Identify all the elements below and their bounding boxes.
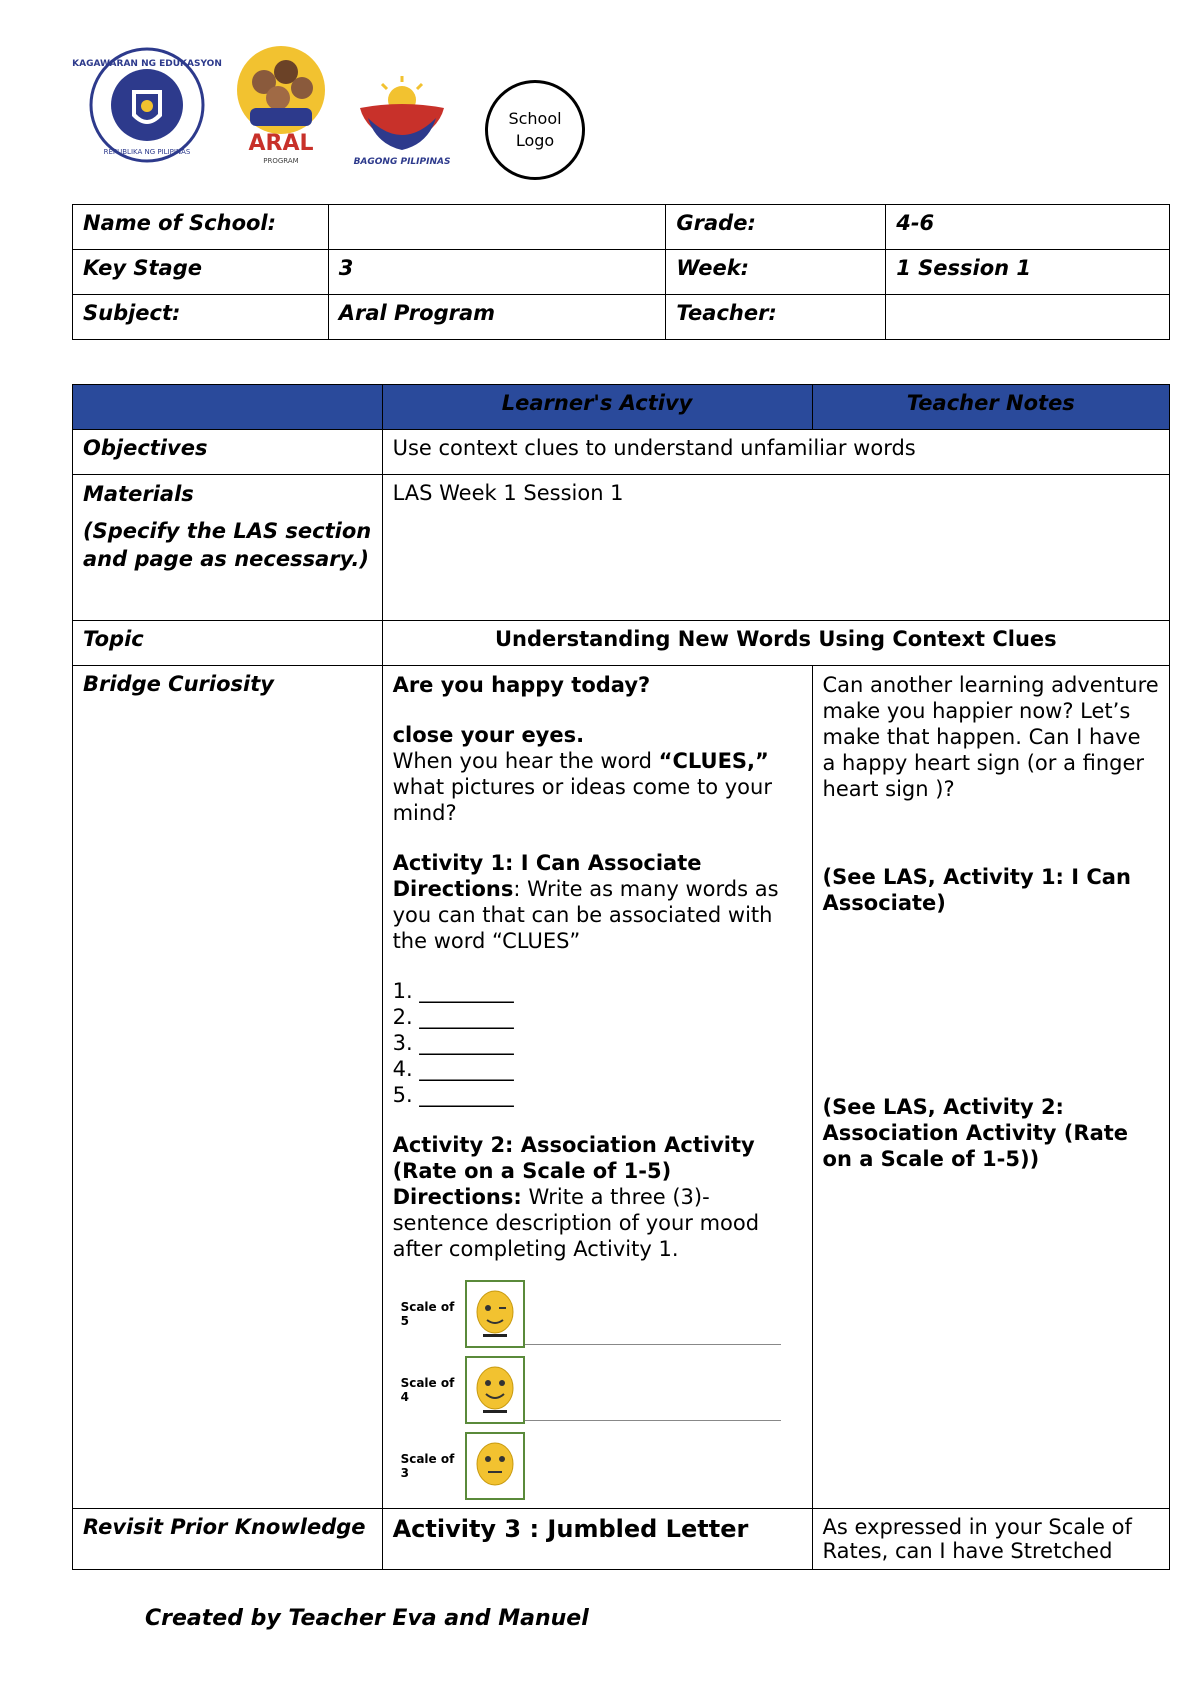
deped-bottom-text: REPUBLIKA NG PILIPINAS [103, 148, 191, 156]
see-las-activity2: (See LAS, Activity 2: Association Activity (Rate on a Scale of 1-5)) [822, 1095, 1129, 1171]
activity2-title: Activity 2: Association Activity (Rate on a Scale of 1-5) [392, 1133, 755, 1183]
answer-line [525, 1284, 781, 1345]
activity1-directions: Directions: Write as many words as you can that can be associated with the word “CLUES” [392, 877, 779, 953]
materials-label: Materials [83, 482, 194, 506]
header-blank-cell [73, 385, 383, 430]
activity1-title: Activity 1: I Can Associate [392, 851, 702, 875]
hear-word-text: When you hear the word “CLUES,” what pictures or ideas come to your mind? [392, 749, 772, 825]
bagong-pilipinas-logo-icon [342, 72, 462, 168]
neutral-face-icon [465, 1432, 525, 1500]
deped-ring-text: KAGAWARAN NG EDUKASYON [72, 59, 222, 69]
materials-label-cell [73, 475, 383, 621]
scale-row [393, 1278, 802, 1350]
blank-item: 1. _________ [392, 979, 514, 1003]
bridge-learner-cell [382, 666, 812, 1509]
winking-face-icon [465, 1280, 525, 1348]
materials-value: LAS Week 1 Session 1 [382, 475, 1169, 621]
aral-logo-icon [226, 42, 336, 166]
close-eyes-text: close your eyes. [392, 723, 585, 747]
header-learners-activity: Learner's Activy [382, 385, 812, 430]
bagong-text: BAGONG PILIPINAS [353, 157, 451, 167]
name-of-school-value [328, 205, 666, 250]
smiling-face-icon [465, 1356, 525, 1424]
scale-label: Scale of 3 [400, 1452, 455, 1480]
bridge-curiosity-label: Bridge Curiosity [73, 666, 383, 1509]
scale-label: Scale of 4 [400, 1376, 455, 1404]
teacher-label: Teacher: [666, 295, 886, 340]
scale-row [393, 1354, 802, 1426]
blank-item: 3. _________ [392, 1031, 514, 1055]
school-logo-line1: School [508, 109, 562, 128]
footer-credit: Created by Teacher Eva and Manuel [145, 1606, 589, 1631]
blank-item: 2. _________ [392, 1005, 514, 1029]
objectives-value: Use context clues to understand unfamiliar words [382, 430, 1169, 475]
deped-seal-icon [72, 46, 222, 164]
answer-line [525, 1360, 781, 1421]
week-label: Week: [666, 250, 886, 295]
topic-label: Topic [73, 621, 383, 666]
see-las-activity1: (See LAS, Activity 1: I Can Associate) [822, 865, 1131, 915]
topic-value: Understanding New Words Using Context Clues [382, 621, 1169, 666]
subject-value: Aral Program [328, 295, 666, 340]
key-stage-value: 3 [328, 250, 666, 295]
subject-label: Subject: [73, 295, 329, 340]
school-logo-placeholder [485, 80, 585, 180]
logo-strip [72, 42, 600, 182]
scale-row [393, 1430, 802, 1502]
lesson-table [72, 384, 1170, 1570]
blank-item: 5. _________ [392, 1083, 514, 1107]
activity2-directions: Directions: Write a three (3)-sentence description of your mood after completing Activity 1. [392, 1185, 760, 1261]
bridge-question: Are you happy today? [392, 673, 651, 697]
week-value: 1 Session 1 [886, 250, 1170, 295]
scale-label: Scale of 5 [400, 1300, 455, 1328]
info-table [72, 204, 1170, 340]
aral-sub-text: PROGRAM [263, 157, 299, 165]
materials-note: (Specify the LAS section and page as necessary.) [83, 519, 372, 571]
bridge-notes-text: Can another learning adventure make you happier now? Let’s make that happen. Can I have a happy heart sign (or a finger heart sign )? [822, 673, 1159, 801]
bridge-notes-cell [812, 666, 1169, 1509]
objectives-label: Objectives [73, 430, 383, 475]
revisit-notes: As expressed in your Scale of Rates, can I have Stretched [812, 1509, 1169, 1570]
revisit-label: Revisit Prior Knowledge [73, 1509, 383, 1570]
key-stage-label: Key Stage [73, 250, 329, 295]
aral-text: ARAL [248, 131, 314, 156]
grade-value: 4-6 [886, 205, 1170, 250]
revisit-activity: Activity 3 : Jumbled Letter [382, 1509, 812, 1570]
header-teacher-notes: Teacher Notes [812, 385, 1169, 430]
grade-label: Grade: [666, 205, 886, 250]
school-logo-line2: Logo [515, 131, 555, 150]
teacher-value [886, 295, 1170, 340]
name-of-school-label: Name of School: [73, 205, 329, 250]
blank-item: 4. _________ [392, 1057, 514, 1081]
